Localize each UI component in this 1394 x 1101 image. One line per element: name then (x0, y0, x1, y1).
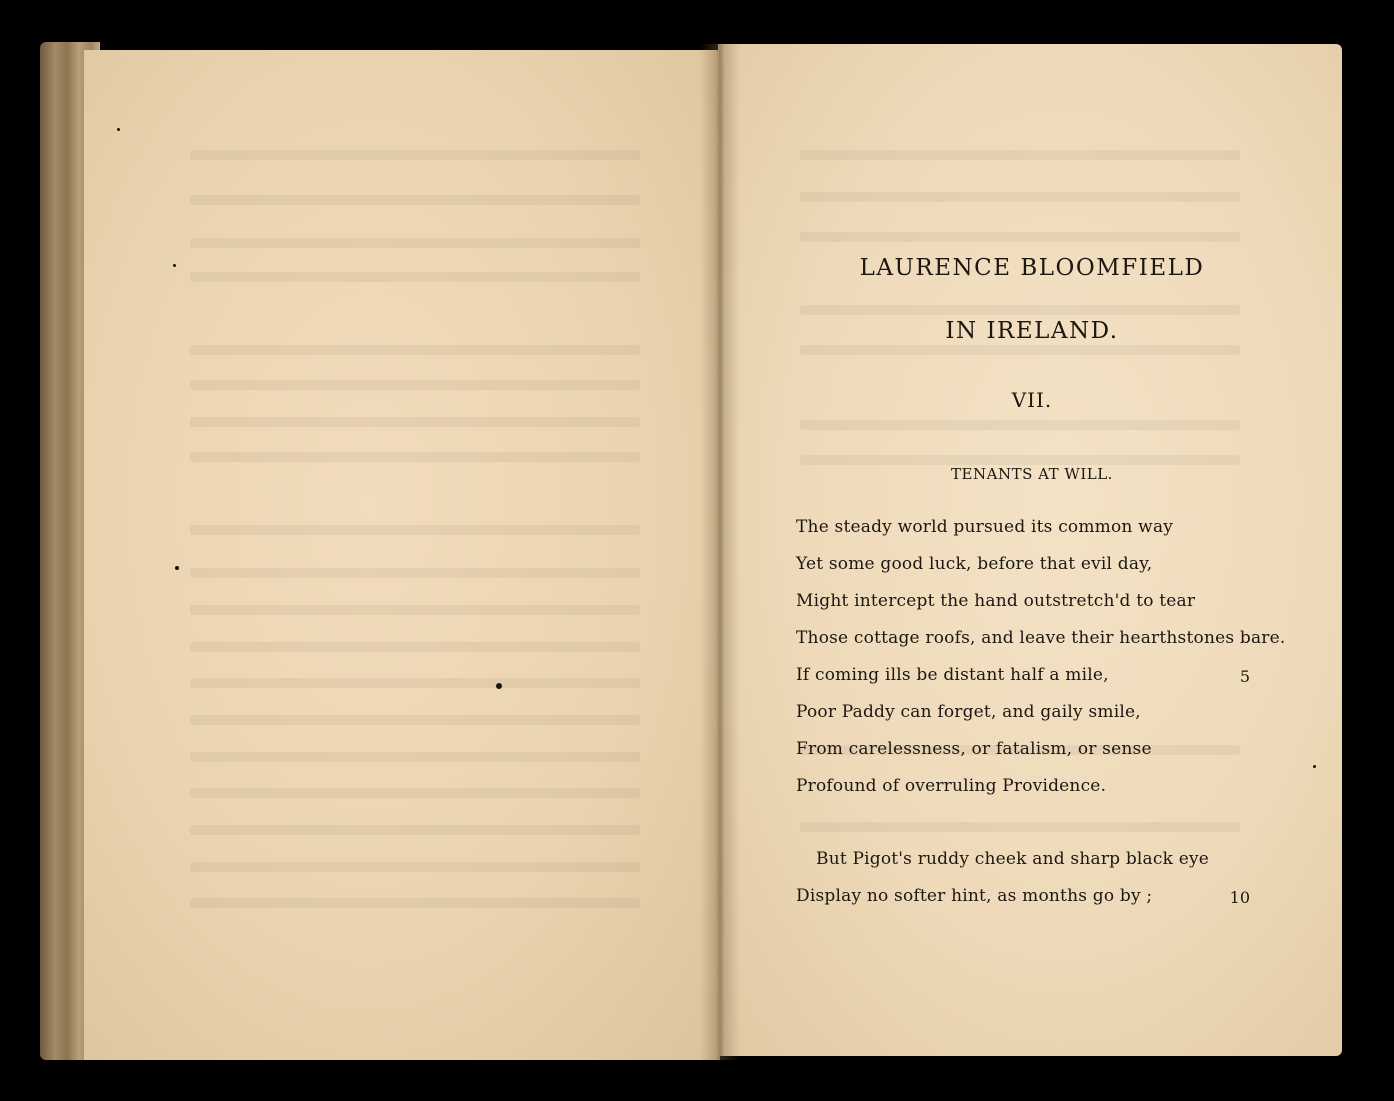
show-through-line (800, 822, 1240, 832)
verse-line: From carelessness, or fatalism, or sense (796, 739, 1152, 759)
paper-speck (173, 264, 176, 267)
line-number: 5 (1239, 667, 1250, 686)
chapter-title: TENANTS AT WILL. (951, 465, 1113, 483)
book-gutter (700, 44, 740, 1060)
chapter-number: VII. (1011, 388, 1053, 412)
verse-line: Display no softer hint, as months go by ; (796, 886, 1153, 906)
show-through-line (190, 150, 640, 160)
show-through-line (190, 417, 640, 427)
verse-line: Poor Paddy can forget, and gaily smile, (796, 702, 1141, 722)
show-through-line (800, 455, 1240, 465)
show-through-line (190, 862, 640, 872)
show-through-line (190, 195, 640, 205)
show-through-line (190, 452, 640, 462)
show-through-line (190, 238, 640, 248)
show-through-line (800, 345, 1240, 355)
show-through-line (800, 192, 1240, 202)
verse-line: Profound of overruling Providence. (796, 776, 1107, 796)
show-through-line (190, 642, 640, 652)
show-through-line (190, 568, 640, 578)
show-through-line (190, 898, 640, 908)
paper-speck (175, 566, 179, 570)
show-through-line (800, 232, 1240, 242)
show-through-line (190, 788, 640, 798)
verse-line: But Pigot's ruddy cheek and sharp black eye (816, 849, 1210, 869)
paper-speck (496, 683, 502, 689)
show-through-line (190, 525, 640, 535)
show-through-line (800, 305, 1240, 315)
show-through-line (190, 752, 640, 762)
show-through-line (190, 678, 640, 688)
book-title-line-2: IN IRELAND. (945, 318, 1119, 344)
show-through-line (190, 825, 640, 835)
show-through-line (190, 380, 640, 390)
verse-line: Might intercept the hand outstretch'd to tear (796, 591, 1196, 611)
paper-speck (117, 128, 120, 131)
verse-line: If coming ills be distant half a mile, (796, 665, 1109, 685)
book-title-line-1: LAURENCE BLOOMFIELD (859, 255, 1205, 281)
show-through-line (190, 715, 640, 725)
show-through-line (190, 345, 640, 355)
verse-line: Yet some good luck, before that evil day, (796, 554, 1153, 574)
verse-line: Those cottage roofs, and leave their hearthstones bare. (796, 628, 1286, 648)
line-number: 10 (1229, 888, 1250, 907)
show-through-line (190, 605, 640, 615)
verse-line: The steady world pursued its common way (796, 517, 1174, 537)
paper-speck (1313, 765, 1316, 768)
show-through-line (800, 420, 1240, 430)
show-through-line (190, 272, 640, 282)
show-through-line (800, 150, 1240, 160)
